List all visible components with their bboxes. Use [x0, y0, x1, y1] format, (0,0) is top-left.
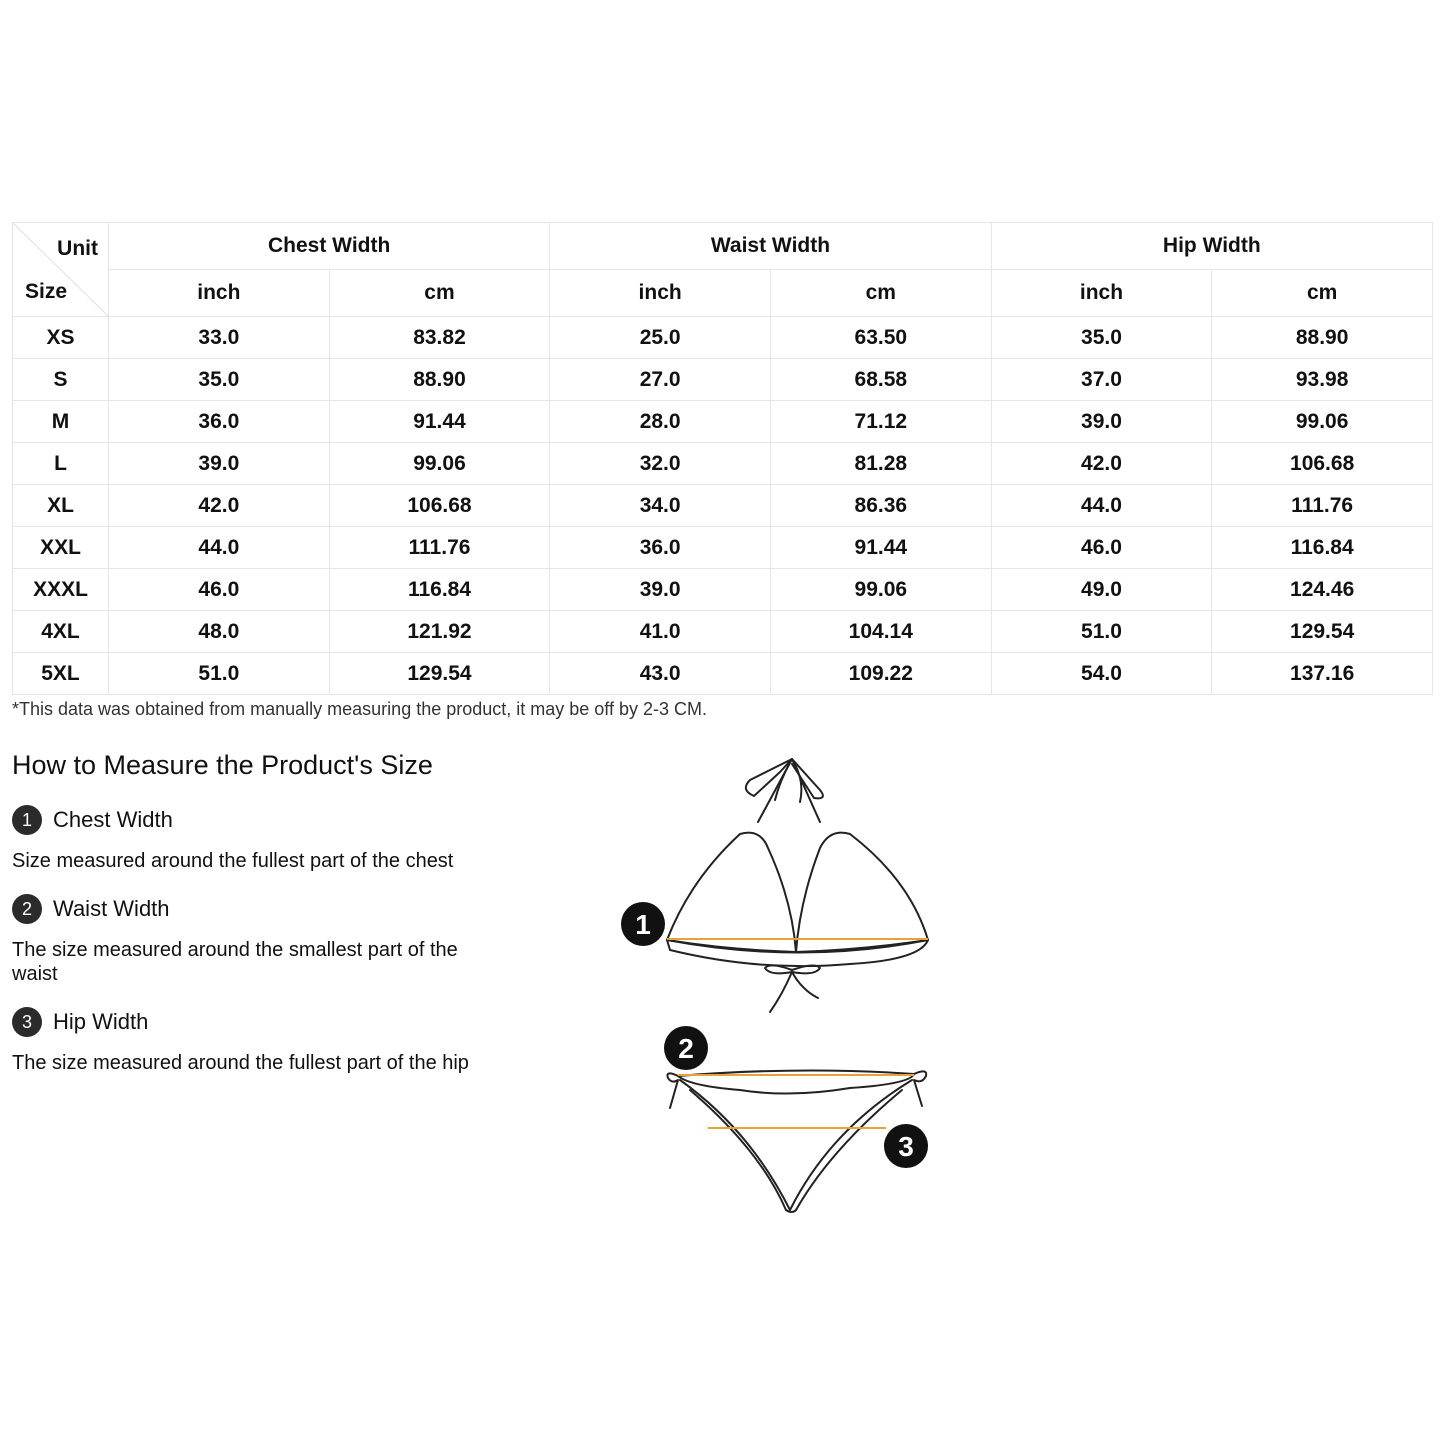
size-cell: XXL [13, 527, 109, 569]
header-waist-width: Waist Width [550, 223, 991, 270]
value-cell: 104.14 [770, 611, 991, 653]
value-cell: 43.0 [550, 653, 771, 695]
header-hip-width: Hip Width [991, 223, 1432, 270]
marker-2 [664, 1026, 708, 1070]
value-cell: 124.46 [1212, 569, 1433, 611]
size-cell: 4XL [13, 611, 109, 653]
size-cell: M [13, 401, 109, 443]
value-cell: 46.0 [991, 527, 1212, 569]
size-cell: XL [13, 485, 109, 527]
marker-number: 3 [898, 1131, 914, 1162]
table-row [13, 359, 1433, 401]
value-cell: 28.0 [550, 401, 771, 443]
size-chart-table [12, 222, 1433, 695]
corner-size-label: Size [25, 280, 68, 303]
bottom-waistband [678, 1070, 914, 1093]
marker-1 [619, 900, 667, 948]
size-cell: XS [13, 317, 109, 359]
value-cell: 111.76 [1212, 485, 1433, 527]
unit-header: inch [550, 270, 771, 317]
step-label: Waist Width [53, 896, 170, 921]
bikini-measurement-illustration [610, 750, 950, 1220]
table-body [13, 317, 1433, 695]
value-cell: 35.0 [109, 359, 330, 401]
step-number-badge: 2 [12, 894, 42, 924]
value-cell: 42.0 [109, 485, 330, 527]
value-cell: 35.0 [991, 317, 1212, 359]
value-cell: 51.0 [991, 611, 1212, 653]
unit-header: cm [329, 270, 550, 317]
step-label: Hip Width [53, 1009, 149, 1034]
value-cell: 99.06 [770, 569, 991, 611]
size-cell: S [13, 359, 109, 401]
value-cell: 99.06 [329, 443, 550, 485]
unit-header: cm [1212, 270, 1433, 317]
value-cell: 99.06 [1212, 401, 1433, 443]
value-cell: 116.84 [329, 569, 550, 611]
table-row [13, 653, 1433, 695]
value-cell: 25.0 [550, 317, 771, 359]
table-row [13, 569, 1433, 611]
table-row [13, 401, 1433, 443]
value-cell: 51.0 [109, 653, 330, 695]
value-cell: 49.0 [991, 569, 1212, 611]
value-cell: 37.0 [991, 359, 1212, 401]
value-cell: 27.0 [550, 359, 771, 401]
marker-number: 1 [635, 909, 651, 940]
value-cell: 129.54 [1212, 611, 1433, 653]
unit-header: cm [770, 270, 991, 317]
value-cell: 109.22 [770, 653, 991, 695]
unit-header: inch [991, 270, 1212, 317]
step-number-badge: 1 [12, 805, 42, 835]
value-cell: 48.0 [109, 611, 330, 653]
value-cell: 39.0 [550, 569, 771, 611]
left-side-tie [667, 1073, 678, 1108]
value-cell: 91.44 [329, 401, 550, 443]
value-cell: 71.12 [770, 401, 991, 443]
value-cell: 83.82 [329, 317, 550, 359]
value-cell: 111.76 [329, 527, 550, 569]
value-cell: 88.90 [1212, 317, 1433, 359]
value-cell: 93.98 [1212, 359, 1433, 401]
value-cell: 44.0 [109, 527, 330, 569]
step-description: The size measured around the smallest part of the waist [12, 939, 458, 985]
value-cell: 42.0 [991, 443, 1212, 485]
header-chest-width: Chest Width [109, 223, 550, 270]
value-cell: 81.28 [770, 443, 991, 485]
unit-header: inch [109, 270, 330, 317]
table-corner-cell [13, 223, 109, 317]
value-cell: 36.0 [109, 401, 330, 443]
value-cell: 39.0 [991, 401, 1212, 443]
value-cell: 116.84 [1212, 527, 1433, 569]
right-side-tie [914, 1071, 926, 1106]
value-cell: 34.0 [550, 485, 771, 527]
step-chest [12, 805, 173, 835]
value-cell: 68.58 [770, 359, 991, 401]
table-row [13, 611, 1433, 653]
table-row [13, 443, 1433, 485]
value-cell: 88.90 [329, 359, 550, 401]
value-cell: 39.0 [109, 443, 330, 485]
value-cell: 121.92 [329, 611, 550, 653]
value-cell: 63.50 [770, 317, 991, 359]
value-cell: 44.0 [991, 485, 1212, 527]
table-row [13, 485, 1433, 527]
table-row [13, 527, 1433, 569]
size-cell: L [13, 443, 109, 485]
howto-title: How to Measure the Product's Size [12, 750, 433, 780]
marker-3 [884, 1124, 928, 1168]
left-cup [667, 833, 796, 952]
value-cell: 106.68 [1212, 443, 1433, 485]
step-label: Chest Width [53, 807, 173, 832]
step-hip [12, 1007, 148, 1037]
value-cell: 33.0 [109, 317, 330, 359]
halter-strap [746, 759, 792, 796]
step-number-badge: 3 [12, 1007, 42, 1037]
right-cup [796, 833, 928, 952]
step-description: Size measured around the fullest part of the chest [12, 850, 454, 872]
step-waist [12, 894, 170, 924]
value-cell: 46.0 [109, 569, 330, 611]
size-cell: 5XL [13, 653, 109, 695]
value-cell: 86.36 [770, 485, 991, 527]
value-cell: 36.0 [550, 527, 771, 569]
value-cell: 41.0 [550, 611, 771, 653]
value-cell: 137.16 [1212, 653, 1433, 695]
step-description: The size measured around the fullest part of the hip [12, 1052, 469, 1074]
measurement-note: *This data was obtained from manually measuring the product, it may be off by 2-3 CM. [12, 699, 708, 719]
bottom-body [680, 1080, 912, 1210]
marker-number: 2 [678, 1033, 694, 1064]
value-cell: 91.44 [770, 527, 991, 569]
size-cell: XXXL [13, 569, 109, 611]
value-cell: 32.0 [550, 443, 771, 485]
value-cell: 129.54 [329, 653, 550, 695]
value-cell: 106.68 [329, 485, 550, 527]
corner-unit-label: Unit [57, 237, 98, 260]
table-row [13, 317, 1433, 359]
value-cell: 54.0 [991, 653, 1212, 695]
